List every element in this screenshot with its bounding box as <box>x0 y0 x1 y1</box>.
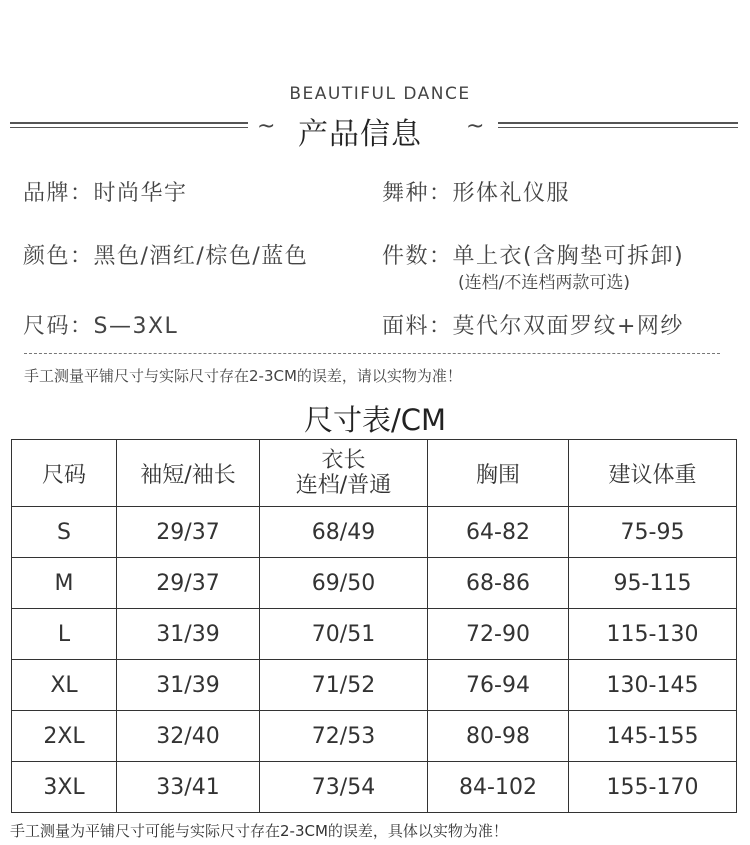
section-title-row <box>0 108 750 152</box>
table-cell: S <box>12 507 117 558</box>
table-row <box>12 762 737 813</box>
table-cell: 32/40 <box>117 711 260 762</box>
size-table <box>11 439 737 813</box>
table-cell: 84-102 <box>428 762 569 813</box>
table-cell: 155-170 <box>569 762 737 813</box>
table-cell: 72/53 <box>260 711 428 762</box>
table-cell: 76-94 <box>428 660 569 711</box>
table-cell: 115-130 <box>569 609 737 660</box>
table-cell: M <box>12 558 117 609</box>
size-range-info: 尺码：S—3XL <box>23 314 179 339</box>
header-length-type: 连档/普通 <box>295 473 392 498</box>
fabric-info: 面料：莫代尔双面罗纹+网纱 <box>382 314 684 339</box>
dance-type-info: 舞种：形体礼仪服 <box>382 181 571 206</box>
table-cell: 68/49 <box>260 507 428 558</box>
header-cell-weight: 建议体重 <box>569 440 737 507</box>
pieces-note: (连档/不连档两款可选) <box>458 273 630 293</box>
table-cell: XL <box>12 660 117 711</box>
section-subtitle: BEAUTIFUL DANCE <box>289 84 471 104</box>
table-cell: 73/54 <box>260 762 428 813</box>
table-cell: 69/50 <box>260 558 428 609</box>
table-row <box>12 660 737 711</box>
table-cell: 31/39 <box>117 660 260 711</box>
brand-info: 品牌：时尚华宇 <box>23 181 188 206</box>
table-cell: 33/41 <box>117 762 260 813</box>
table-cell: 2XL <box>12 711 117 762</box>
table-cell: L <box>12 609 117 660</box>
color-info: 颜色：黑色/酒红/棕色/蓝色 <box>23 244 309 269</box>
table-header-row <box>12 440 737 507</box>
header-cell-bust: 胸围 <box>428 440 569 507</box>
table-cell: 29/37 <box>117 558 260 609</box>
section-title: 产品信息 <box>298 117 422 152</box>
header-length-label: 衣长 <box>321 448 366 473</box>
table-row <box>12 711 737 762</box>
header-cell-sleeve: 袖短/袖长 <box>117 440 260 507</box>
table-cell: 3XL <box>12 762 117 813</box>
size-table-title: 尺寸表/CM <box>303 403 447 437</box>
table-cell: 80-98 <box>428 711 569 762</box>
table-row <box>12 609 737 660</box>
table-cell: 75-95 <box>569 507 737 558</box>
table-row <box>12 558 737 609</box>
dashed-divider <box>24 353 720 354</box>
table-cell: 95-115 <box>569 558 737 609</box>
right-tilde-ornament: ~ <box>466 114 485 139</box>
right-double-rule <box>498 122 738 130</box>
table-cell: 72-90 <box>428 609 569 660</box>
left-double-rule <box>10 122 248 130</box>
table-cell: 130-145 <box>569 660 737 711</box>
table-row <box>12 507 737 558</box>
table-cell: 68-86 <box>428 558 569 609</box>
pieces-info: 件数：单上衣(含胸垫可拆卸) <box>382 244 685 269</box>
header-cell-size: 尺码 <box>12 440 117 507</box>
table-cell: 145-155 <box>569 711 737 762</box>
table-cell: 64-82 <box>428 507 569 558</box>
header-cell-length <box>260 440 428 507</box>
table-cell: 70/51 <box>260 609 428 660</box>
table-cell: 71/52 <box>260 660 428 711</box>
measurement-note-top: 手工测量平铺尺寸与实际尺寸存在2-3CM的误差，请以实物为准！ <box>24 367 462 385</box>
table-cell: 29/37 <box>117 507 260 558</box>
left-tilde-ornament: ~ <box>257 114 276 139</box>
measurement-note-bottom: 手工测量为平铺尺寸可能与实际尺寸存在2-3CM的误差，具体以实物为准！ <box>10 822 508 840</box>
table-cell: 31/39 <box>117 609 260 660</box>
